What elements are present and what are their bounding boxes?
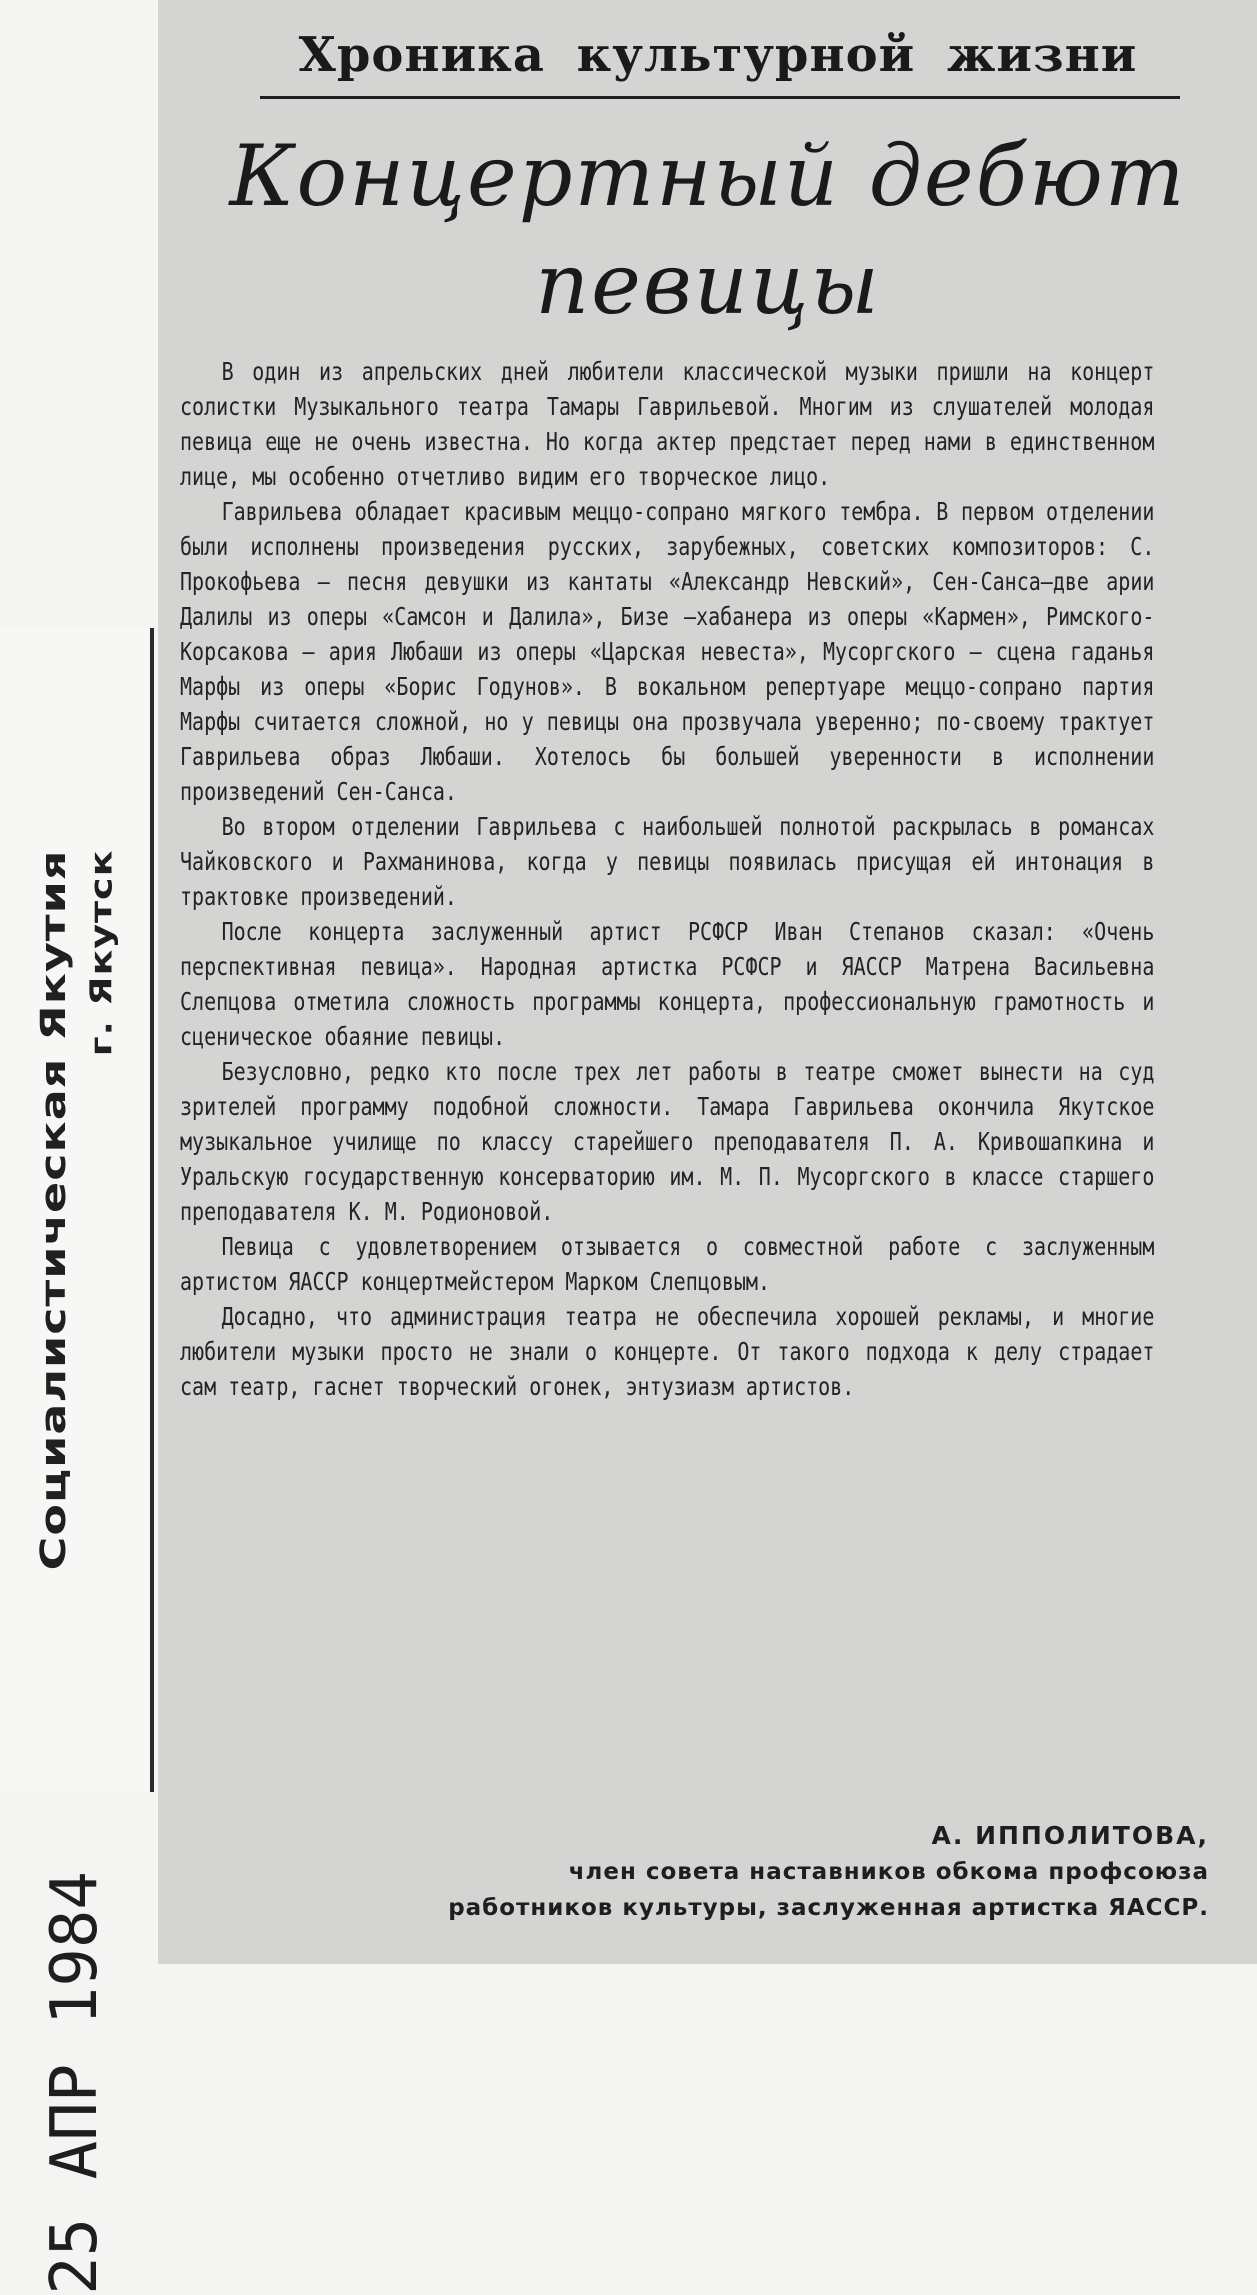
- article-paragraph: В один из апрельских дней любители классической музыки пришли на концерт солистки Музыкального театра Тамары Гаврильевой. Многим из слушателей молодая певица еще не очень известна. Но когда актер предстает перед нами в единственном лице, мы особенно отчетливо видим его творческое лицо.: [180, 357, 1155, 491]
- stamp-newspaper-name: Социалистическая Якутия: [32, 849, 74, 1571]
- rubric-divider: [260, 96, 1180, 99]
- stamp-city: г. Якутск: [83, 849, 119, 1057]
- article-paragraph: Досадно, что администрация театра не обеспечила хорошей рекламы, и многие любители музыки просто не знали о концерте. От такого подхода к делу страдает сам театр, гаснет творческий огонек, энтузиазм артистов.: [180, 1302, 1155, 1401]
- newspaper-stamp: [27, 850, 123, 1571]
- article-paragraph: Гаврильева обладает красивым меццо-сопрано мягкого тембра. В первом отделении были исполнены произведения русских, зарубежных, советских композиторов: С. Прокофьева — песня девушки из кантаты «Александр Невский», Сен-Санса—две арии Далилы из оперы «Самсон и Далила», Бизе —хабанера из оперы «Кармен», Римского-Корсакова — ария Любаши из оперы «Царская невеста», Мусоргского — сцена гаданья Марфы из оперы «Борис Годунов». В вокальном репертуаре меццо-сопрано партия Марфы считается сложной, но у певицы она прозвучала уверенно; по-своему трактует Гаврильева образ Любаши. Хотелось бы большей уверенности в исполнении произведений Сен-Санса.: [180, 497, 1155, 806]
- author-signature: [269, 1818, 1209, 1926]
- rubric-heading: Хроника культурной жизни: [298, 27, 1138, 83]
- archive-card: [0, 628, 154, 2295]
- article-headline: Концертный дебют певицы: [229, 127, 1187, 333]
- article-paragraph: Певица с удовлетворением отзывается о совместной работе с заслуженным артистом ЯАССР концертмейстером Марком Слепцовым.: [180, 1232, 1155, 1296]
- author-title-line: работников культуры, заслуженная артистка ЯАССР.: [448, 1895, 1209, 1921]
- article-paragraph: Безусловно, редко кто после трех лет работы в театре сможет вынести на суд зрителей программу подобной сложности. Тамара Гаврильева окончила Якутское музыкальное училище по классу старейшего преподавателя П. А. Кривошапкина и Уральскую государственную консерваторию им. М. П. Мусоргского в классе старшего преподавателя К. М. Родионовой.: [180, 1057, 1155, 1226]
- article-paragraph: После концерта заслуженный артист РСФСР Иван Степанов сказал: «Очень перспективная певица». Народная артистка РСФСР и ЯАССР Матрена Васильевна Слепцова отметила сложность программы концерта, профессиональную грамотность и сценическое обаяние певицы.: [180, 917, 1155, 1051]
- author-title-line: член совета наставников обкома профсоюза: [568, 1859, 1209, 1885]
- article-body: [180, 354, 1154, 1404]
- article-paragraph: Во втором отделении Гаврильева с наибольшей полнотой раскрылась в романсах Чайковского и Рахманинова, когда у певицы появилась присущая ей интонация в трактовке произведений.: [180, 812, 1155, 911]
- author-name: А. ИППОЛИТОВА,: [931, 1821, 1209, 1850]
- stamp-date: 25 АПР 1984: [38, 1871, 112, 2295]
- newspaper-clipping: [158, 0, 1257, 1964]
